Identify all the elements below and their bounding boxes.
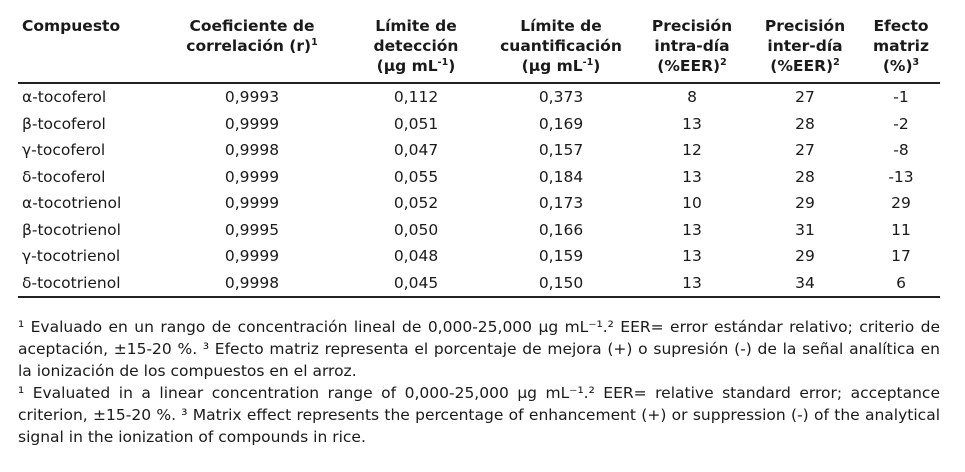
header-footnote-marker: 1 (311, 37, 318, 48)
cell-limite-deteccion: 0,055 (393, 167, 439, 186)
cell-compuesto: α-tocotrienol (22, 194, 122, 212)
header-line: Precisión (651, 17, 733, 35)
cell-compuesto: δ-tocoferol (22, 167, 106, 186)
cell-limite-cuantificacion: 0,184 (538, 167, 584, 186)
header-line: (µg $mL^{-1}$) (376, 57, 456, 75)
cell-compuesto: β-tocoferol (22, 114, 106, 133)
header-line: Compuesto (22, 17, 121, 35)
cell-limite-deteccion: 0,050 (393, 220, 439, 239)
cell-efecto-matriz: 6 (862, 270, 940, 298)
cell-coeficiente: 0,9995 (224, 220, 280, 239)
footnote-english: ¹ Evaluated in a linear concentration range of 0,000-25,000 µg mL⁻¹.² EER= relative standard error; acceptance criterion, ±15-20 %. ³ Matrix effect represents the percentage of enhancement (+) or suppression (-) of the analytical signal in the ionization of compounds in rice. (18, 384, 940, 446)
cell-compuesto: α-tocoferol (22, 88, 107, 106)
header-limite-deteccion (346, 10, 486, 83)
cell-efecto-matriz: -2 (893, 114, 909, 133)
cell-precision-intra: 8 (687, 88, 697, 106)
cell-limite-cuantificacion: 0,159 (538, 247, 584, 265)
cell-precision-intra: 13 (682, 167, 702, 186)
cell-precision-inter: 27 (795, 141, 815, 159)
cell-limite-deteccion: 0,047 (393, 141, 439, 159)
header-limite-cuantificacion (486, 10, 636, 83)
cell-precision-inter: 28 (795, 114, 815, 133)
cell-limite-deteccion: 0,048 (393, 247, 439, 265)
cell-precision-intra: 13 (682, 247, 702, 265)
footnotes (18, 316, 940, 448)
header-line: Precisión (764, 17, 846, 35)
data-table (18, 10, 940, 298)
header-precision-inter (748, 10, 862, 83)
cell-precision-inter: 31 (795, 220, 815, 239)
cell-efecto-matriz: -1 (893, 88, 909, 106)
cell-coeficiente: 0,9998 (158, 270, 346, 298)
header-line: (%) (882, 57, 913, 75)
cell-limite-cuantificacion: 0,173 (538, 194, 584, 212)
header-footnote-marker: 2 (720, 57, 727, 68)
header-footnote-marker: 3 (912, 57, 920, 68)
header-line: detección (373, 37, 459, 55)
cell-coeficiente: 0,9999 (224, 167, 280, 186)
cell-precision-intra: 13 (682, 220, 702, 239)
header-precision-intra (636, 10, 748, 83)
cell-efecto-matriz: 11 (891, 220, 911, 239)
header-line: correlación (r) (186, 37, 312, 55)
table-body (18, 83, 940, 297)
cell-efecto-matriz: -8 (893, 141, 909, 159)
header-line: matriz (873, 37, 929, 55)
cell-compuesto: γ-tocoferol (22, 141, 106, 159)
header-line: Límite de (520, 17, 602, 35)
header-row (18, 10, 940, 83)
cell-limite-deteccion: 0,112 (393, 88, 439, 106)
table-row (18, 83, 940, 111)
cell-efecto-matriz: -13 (888, 167, 914, 186)
header-efecto-matriz (862, 10, 940, 83)
header-line: Límite de (375, 17, 457, 35)
cell-coeficiente: 0,9999 (224, 247, 280, 265)
cell-precision-inter: 27 (795, 88, 815, 106)
cell-precision-intra: 13 (682, 114, 702, 133)
cell-limite-deteccion: 0,051 (393, 114, 439, 133)
cell-precision-intra: 12 (682, 141, 702, 159)
header-line: Coeficiente de (189, 17, 315, 35)
cell-compuesto: γ-tocotrienol (22, 247, 121, 265)
header-compuesto (18, 10, 158, 83)
cell-limite-cuantificacion: 0,373 (538, 88, 584, 106)
cell-coeficiente: 0,9993 (224, 88, 280, 106)
cell-limite-cuantificacion: 0,150 (486, 270, 636, 298)
table-row (18, 243, 940, 270)
document-page (18, 10, 940, 448)
cell-coeficiente: 0,9999 (224, 114, 280, 133)
header-line: Efecto (873, 17, 929, 35)
cell-limite-cuantificacion: 0,169 (538, 114, 584, 133)
table-row (18, 190, 940, 217)
header-line: (%EER) (657, 57, 721, 75)
cell-precision-inter: 29 (795, 247, 815, 265)
header-footnote-marker: 2 (833, 57, 840, 68)
header-line: inter-día (767, 37, 843, 55)
cell-precision-inter: 28 (795, 167, 815, 186)
cell-precision-inter: 34 (748, 270, 862, 298)
table-row (18, 111, 940, 138)
cell-limite-cuantificacion: 0,166 (538, 220, 584, 239)
cell-compuesto: β-tocotrienol (22, 220, 121, 239)
cell-precision-intra: 10 (682, 194, 702, 212)
table-row (18, 137, 940, 164)
table-row (18, 164, 940, 191)
footnote-spanish: ¹ Evaluado en un rango de concentración lineal de 0,000-25,000 µg mL⁻¹.² EER= error estándar relativo; criterio de aceptación, ±15-20 %. ³ Efecto matriz representa el porcentaje de mejora (+) o supresión (-) de la señal analítica en la ionización de los compuestos en el arroz. (18, 318, 940, 380)
cell-limite-deteccion: 0,045 (346, 270, 486, 298)
header-line: (µg $mL^{-1}$) (521, 57, 601, 75)
table-header (18, 10, 940, 83)
cell-limite-deteccion: 0,052 (393, 194, 439, 212)
cell-efecto-matriz: 17 (891, 247, 911, 265)
cell-compuesto: δ-tocotrienol (18, 270, 158, 298)
cell-efecto-matriz: 29 (891, 194, 911, 212)
header-line: cuantificación (500, 37, 622, 55)
cell-precision-inter: 29 (795, 194, 815, 212)
cell-coeficiente: 0,9998 (224, 141, 280, 159)
cell-limite-cuantificacion: 0,157 (538, 141, 584, 159)
header-coeficiente (158, 10, 346, 83)
header-line: (%EER) (770, 57, 834, 75)
header-line: intra-día (654, 37, 730, 55)
cell-coeficiente: 0,9999 (224, 194, 280, 212)
table-row (18, 270, 940, 298)
cell-precision-intra: 13 (636, 270, 748, 298)
table-row (18, 217, 940, 244)
